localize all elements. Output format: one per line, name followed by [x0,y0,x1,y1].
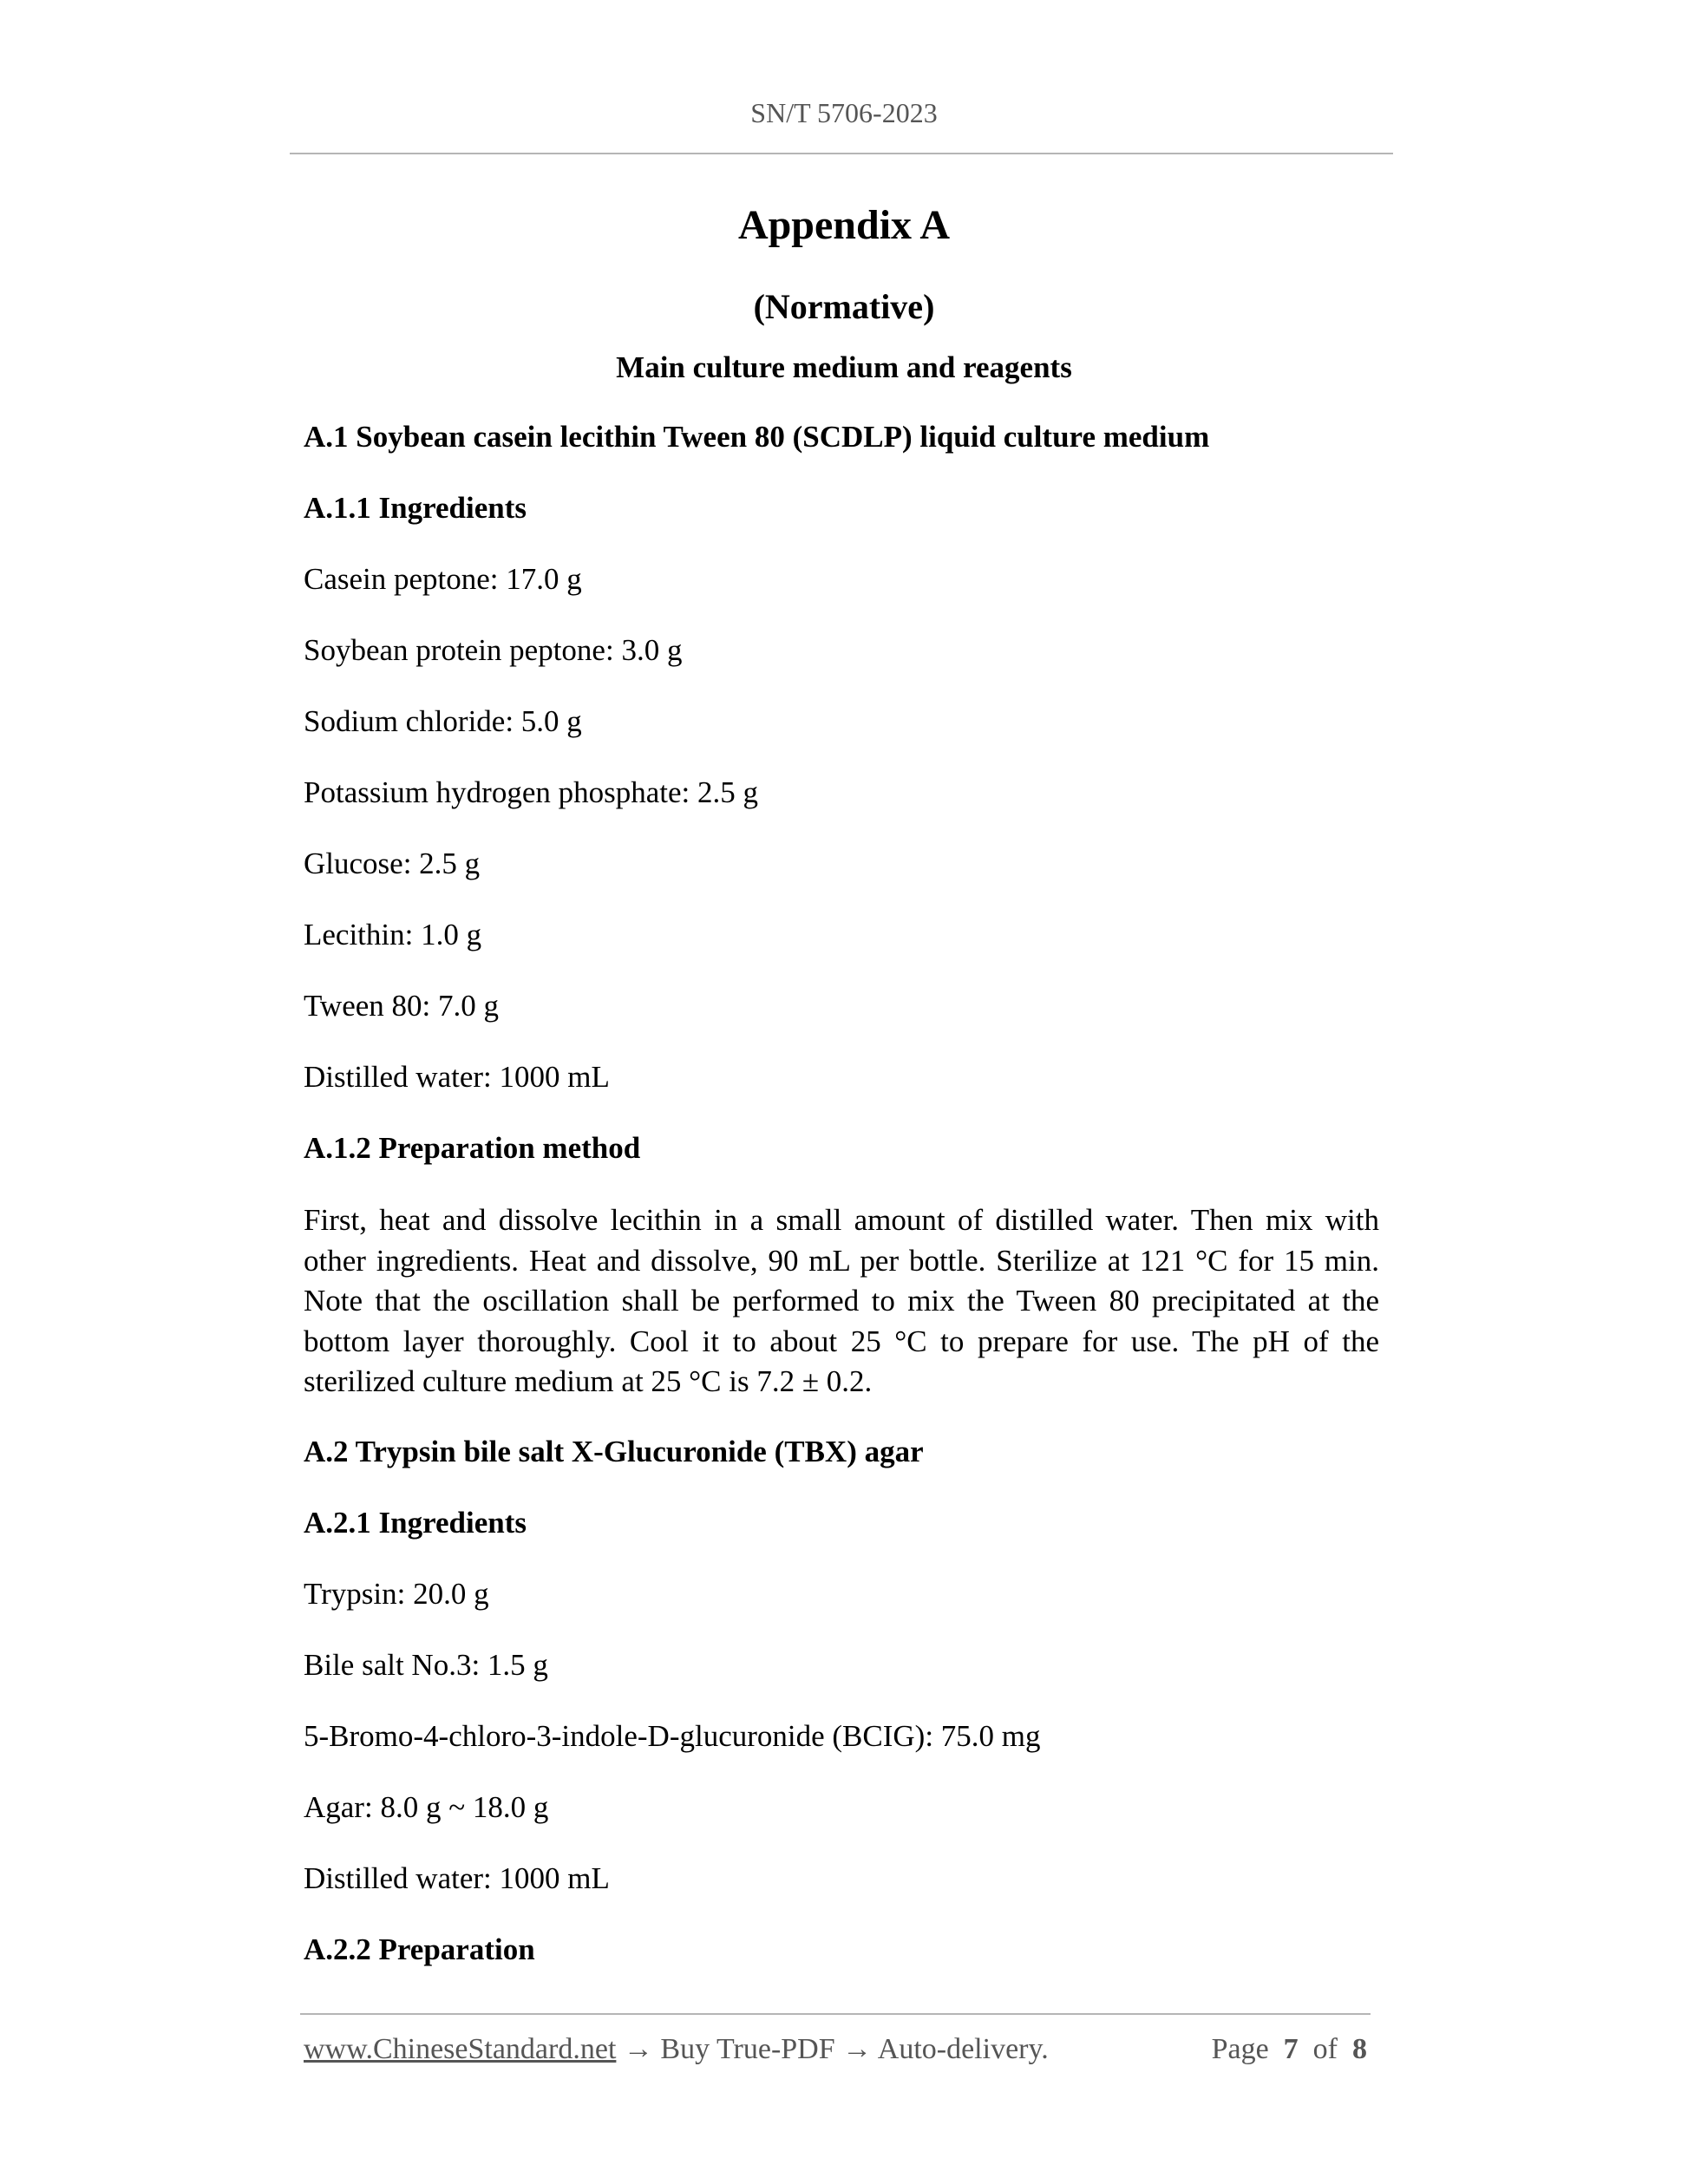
ingredient-item: Sodium chloride: 5.0 g [304,704,582,738]
ingredient-item: Tween 80: 7.0 g [304,989,500,1023]
ingredient-item: 5-Bromo-4-chloro-3-indole-D-glucuronide (BCIG): 75.0 mg [304,1719,1041,1753]
preparation-method-paragraph: First, heat and dissolve lecithin in a small amount of distilled water. Then mix with other ingredients. Heat and dissolve, 90 mL per bottle. Sterilize at 121 °C for 15 min. Note that the oscillation shall be performed to mix the Tween 80 precipitated at the bottom layer thoroughly. Cool it to about 25 °C to prepare for use. The pH of the sterilized culture medium at 25 °C is 7.2 ± 0.2. [304,1203,1379,1398]
section-a12-heading: A.1.2 Preparation method [304,1131,641,1165]
footer-divider [300,2013,1371,2015]
section-a2-heading: A.2 Trypsin bile salt X-Glucuronide (TBX) agar [304,1435,924,1468]
buy-true-pdf-text: Buy True-PDF [660,2033,835,2065]
ingredient-item: Agar: 8.0 g ~ 18.0 g [304,1790,549,1824]
section-a22-heading: A.2.2 Preparation [304,1932,535,1966]
ingredient-item: Lecithin: 1.0 g [304,918,482,951]
appendix-caption: Main culture medium and reagents [616,350,1072,384]
page-number [1212,2033,1367,2066]
of-word: of [1312,2033,1338,2065]
header-divider [290,153,1393,154]
page-word: Page [1211,2033,1269,2065]
ingredient-item: Distilled water: 1000 mL [304,1060,610,1094]
ingredient-item: Distilled water: 1000 mL [304,1861,610,1895]
auto-delivery-text: Auto-delivery. [877,2033,1049,2065]
ingredient-item: Casein peptone: 17.0 g [304,562,582,596]
ingredient-item: Trypsin: 20.0 g [304,1577,489,1611]
arrow-right-icon: → [623,2033,653,2065]
ingredient-item: Soybean protein peptone: 3.0 g [304,633,683,667]
footer-promo [304,2033,1049,2066]
ingredient-item: Potassium hydrogen phosphate: 2.5 g [304,775,758,809]
ingredient-item: Glucose: 2.5 g [304,847,481,880]
appendix-subtitle: (Normative) [753,287,935,326]
section-a11-heading: A.1.1 Ingredients [304,491,527,525]
ingredient-item: Bile salt No.3: 1.5 g [304,1648,548,1682]
page-current: 7 [1283,2033,1299,2065]
page-total: 8 [1352,2033,1367,2065]
section-a1-heading: A.1 Soybean casein lecithin Tween 80 (SCDLP) liquid culture medium [304,420,1210,454]
section-a21-heading: A.2.1 Ingredients [304,1506,527,1540]
arrow-right-icon: → [842,2033,873,2065]
appendix-title: Appendix A [737,202,951,248]
chinesestandard-link[interactable]: www.ChineseStandard.net [304,2033,617,2065]
document-code-header: SN/T 5706-2023 [750,97,938,128]
